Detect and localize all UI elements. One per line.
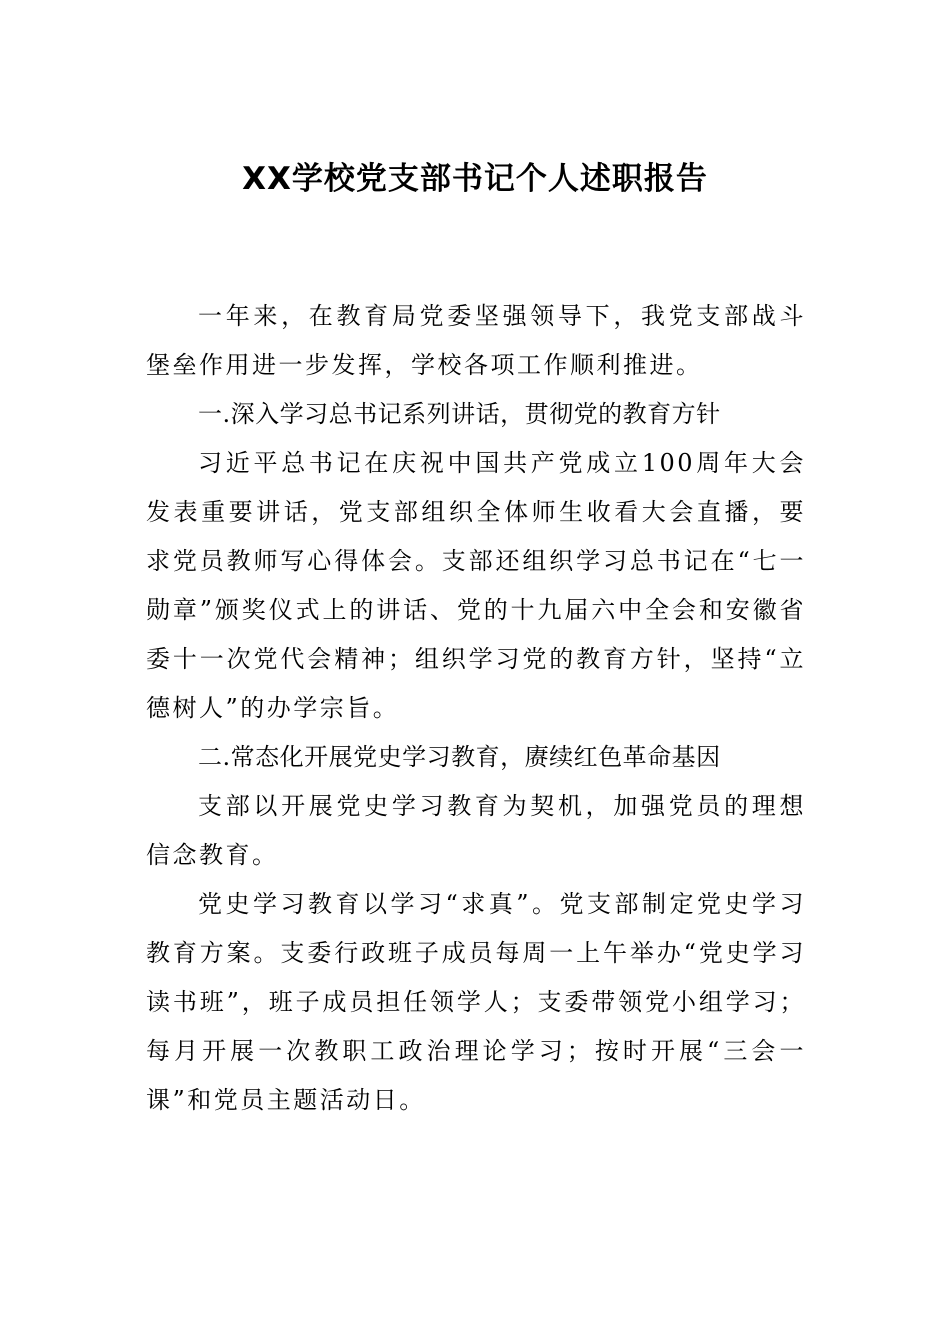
paragraph-section-2a: 支部以开展党史学习教育为契机，加强党员的理想信念教育。 (146, 792, 806, 869)
paragraph-section-2b: 党史学习教育以学习“求真”。党支部制定党史学习教育方案。支委行政班子成员每周一上午举办“党史学习读书班”，班子成员担任领学人；支委带领党小组学习；每月开展一次教职工政治理论学习；按时开展“三会一课”和党员主题活动日。 (146, 890, 806, 1114)
paragraph-intro: 一年来，在教育局党委坚强领导下，我党支部战斗堡垒作用进一步发挥，学校各项工作顺利推进。 (146, 302, 806, 379)
section-heading-1: 一.深入学习总书记系列讲话，贯彻党的教育方针 (198, 400, 721, 428)
document-body (146, 292, 806, 1125)
paragraph-section-1: 习近平总书记在庆祝中国共产党成立100周年大会发表重要讲话，党支部组织全体师生收看大会直播，要求党员教师写心得体会。支部还组织学习总书记在“七一勋章”颁奖仪式上的讲话、党的十九届六中全会和安徽省委十一次党代会精神；组织学习党的教育方针，坚持“立德树人”的办学宗旨。 (146, 449, 806, 722)
section-heading-2: 二.常态化开展党史学习教育，赓续红色革命基因 (198, 743, 721, 771)
document-title: XX学校党支部书记个人述职报告 (242, 161, 708, 197)
